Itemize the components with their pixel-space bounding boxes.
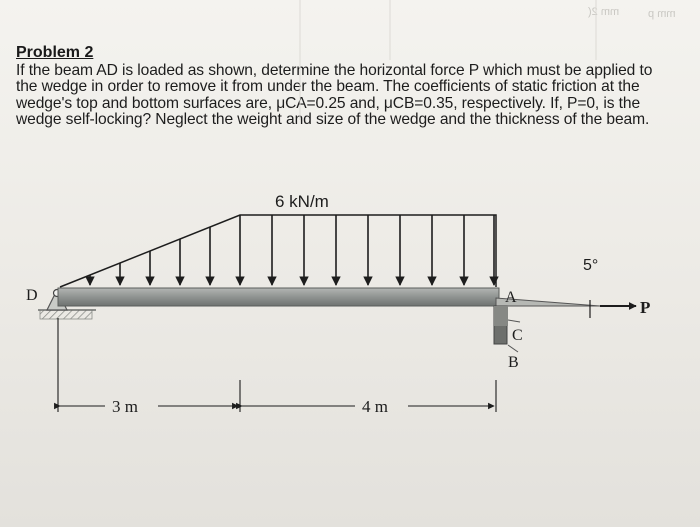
point-d-label: D [26,287,38,304]
angle-label: 5° [583,257,599,274]
point-b-label: B [508,354,519,371]
dimension-left-label: 3 m [112,397,138,416]
problem-title: Problem 2 [16,44,94,61]
force-p [600,298,650,317]
point-c-label: C [512,327,523,344]
force-p-label: P [640,298,651,317]
distributed-load [60,192,496,287]
bleed-through-mark: mm 2( [588,6,620,18]
bleed-through-mark: mm p [648,8,676,20]
load-label: 6 kN/m [275,192,329,211]
beam-ad [58,288,499,306]
wedge-assembly [494,257,600,371]
dimension-right-label: 4 m [362,397,388,416]
problem-statement: If the beam AD is loaded as shown, determine the horizontal force P which must be applied to the wedge in order to remove it from under the beam. The coefficients of static friction at the wedge's top and bottom surfaces are, μCA=0.25 and, μCB=0.35, respectively. If, P=0, is the wedge self-locking? Neglect the weight and size of the wedge and the thickness of the beam. [16,62,653,128]
point-a-label: A [505,289,517,306]
